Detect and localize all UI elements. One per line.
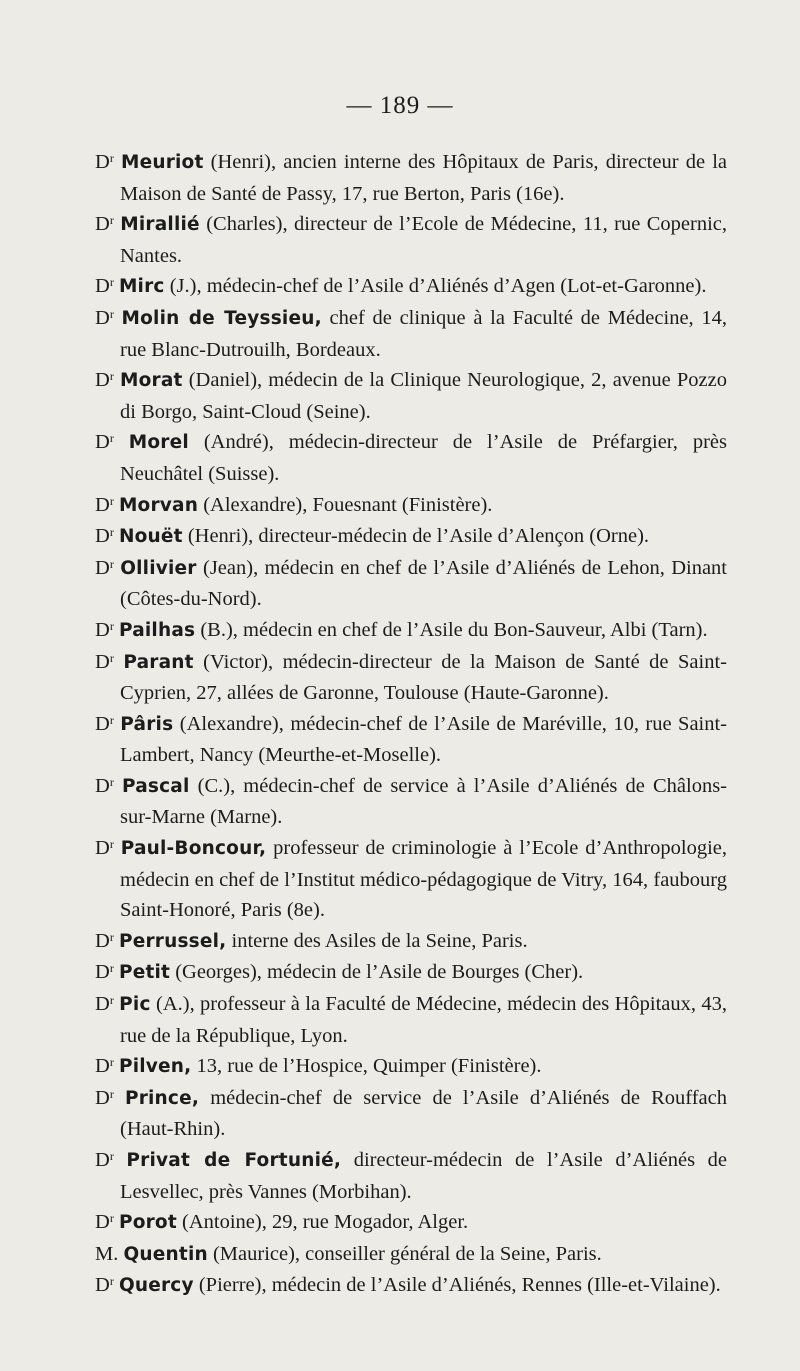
entry-name: Petit bbox=[118, 962, 171, 984]
entry-text: (Maurice), conseiller général de la Seine, Paris. bbox=[207, 1242, 602, 1265]
list-item bbox=[95, 1270, 727, 1302]
list-item bbox=[95, 427, 727, 489]
list-item bbox=[95, 957, 727, 989]
entry-title: $D^r$ bbox=[95, 961, 114, 984]
list-item bbox=[95, 615, 727, 647]
entry-title: M. bbox=[95, 1242, 119, 1265]
entry-text: directeur-médecin de l’Asile d’Aliénés de Lesvellec, près Vannes (Morbihan). bbox=[120, 1149, 728, 1203]
entry-name: Meuriot bbox=[120, 152, 204, 173]
list-item bbox=[95, 833, 727, 926]
entry-text: (Alexandre), médecin-chef de l’Asile de Maréville, 10, rue Saint-Lambert, Nancy (Meurthe-et-Moselle). bbox=[120, 712, 728, 767]
list-item bbox=[95, 1145, 727, 1207]
entry-name: Quercy bbox=[118, 1275, 194, 1297]
entry-text: (Alexandre), Fouesnant (Finistère). bbox=[198, 493, 493, 516]
entry-title: $D^r$ bbox=[95, 993, 114, 1016]
entry-text: 13, rue de l’Hospice, Quimper (Finistère). bbox=[191, 1055, 542, 1078]
list-item bbox=[95, 1083, 727, 1145]
entry-text: (Victor), médecin-directeur de la Maison de Santé de Saint-Cyprien, 27, allées de Garonne, Toulouse (Haute-Garonne). bbox=[120, 650, 727, 705]
entry-text: interne des Asiles de la Seine, Paris. bbox=[226, 929, 528, 952]
entry-title: $D^r$ bbox=[95, 306, 114, 329]
entry-text: (Antoine), 29, rue Mogador, Alger. bbox=[176, 1211, 469, 1234]
entry-title: $D^r$ bbox=[95, 151, 114, 173]
entry-name: Mirallié bbox=[120, 214, 200, 236]
entry-name: Mirc bbox=[118, 276, 165, 298]
entry-name: Paul-Boncour, bbox=[120, 838, 267, 860]
list-item bbox=[95, 521, 727, 553]
entry-title: $D^r$ bbox=[95, 1086, 114, 1109]
entry-text: (Georges), médecin de l’Asile de Bourges (Cher). bbox=[170, 961, 584, 984]
entry-title: $D^r$ bbox=[95, 493, 114, 516]
list-item bbox=[95, 1207, 727, 1239]
entry-name: Morat bbox=[119, 370, 183, 392]
entry-title: $D^r$ bbox=[95, 525, 114, 548]
directory-list bbox=[95, 147, 727, 1302]
entry-text: (Henri), directeur-médecin de l’Asile d’Alençon (Orne). bbox=[182, 525, 650, 548]
entry-name: Ollivier bbox=[120, 557, 197, 579]
list-item bbox=[95, 365, 727, 427]
entry-name: Morvan bbox=[118, 494, 199, 516]
entry-title: $D^r$ bbox=[95, 774, 114, 797]
entry-name: Nouët bbox=[118, 526, 183, 548]
entry-name: Morel bbox=[128, 432, 189, 454]
entry-name: Pic bbox=[119, 994, 151, 1016]
list-item bbox=[95, 271, 727, 303]
list-item bbox=[95, 989, 727, 1051]
list-item bbox=[95, 647, 727, 709]
entry-title: $D^r$ bbox=[95, 369, 114, 392]
page-number: — 189 — bbox=[346, 92, 454, 119]
entry-title: $D^r$ bbox=[95, 837, 114, 860]
list-item bbox=[95, 1051, 727, 1083]
entry-text: (André), médecin-directeur de l’Asile de Préfargier, près Neuchâtel (Suisse). bbox=[120, 431, 728, 485]
entry-title: $D^r$ bbox=[95, 1211, 114, 1234]
entry-text: (C.), médecin-chef de service à l’Asile d’Aliénés de Châlons-sur-Marne (Marne). bbox=[120, 774, 727, 829]
entry-text: médecin-chef de service de l’Asile d’Aliénés de Rouffach (Haut-Rhin). bbox=[120, 1086, 728, 1141]
entry-text: (J.), médecin-chef de l’Asile d’Aliénés d’Agen (Lot-et-Garonne). bbox=[164, 275, 707, 298]
entry-text: chef de clinique à la Faculté de Médecine, 14, rue Blanc-Dutrouilh, Bordeaux. bbox=[120, 306, 728, 361]
list-item bbox=[95, 1239, 727, 1271]
entry-name: Quentin bbox=[123, 1243, 208, 1265]
entry-title: $D^r$ bbox=[95, 1149, 114, 1171]
entry-title: $D^r$ bbox=[95, 431, 114, 454]
entry-text: (Daniel), médecin de la Clinique Neurologique, 2, avenue Pozzo di Borgo, Saint-Cloud (Seine). bbox=[120, 369, 728, 423]
entry-name: Parant bbox=[123, 651, 194, 673]
entry-text: (A.), professeur à la Faculté de Médecine, médecin des Hôpitaux, 43, rue de la République, Lyon. bbox=[120, 993, 727, 1047]
entry-name: Prince, bbox=[124, 1087, 200, 1109]
entry-name: Pailhas bbox=[118, 619, 196, 641]
entry-title: $D^r$ bbox=[95, 650, 114, 673]
list-item bbox=[95, 490, 727, 522]
entry-text: (Pierre), médecin de l’Asile d’Aliénés, Rennes (Ille-et-Vilaine). bbox=[193, 1274, 721, 1297]
list-item bbox=[95, 926, 727, 958]
entry-text: (Jean), médecin en chef de l’Asile d’Aliénés de Lehon, Dinant (Côtes-du-Nord). bbox=[120, 556, 728, 611]
entry-title: $D^r$ bbox=[95, 213, 114, 236]
entry-name: Pâris bbox=[120, 713, 174, 735]
entry-name: Privat de Fortunié, bbox=[126, 1150, 342, 1171]
entry-text: (Henri), ancien interne des Hôpitaux de Paris, directeur de la Maison de Santé de Passy, 17, rue Berton, Paris (16e). bbox=[120, 151, 727, 205]
list-item bbox=[95, 771, 727, 833]
entry-title: $D^r$ bbox=[95, 1274, 114, 1297]
entry-name: Pilven, bbox=[118, 1056, 192, 1078]
list-item bbox=[95, 147, 727, 209]
entry-title: $D^r$ bbox=[95, 712, 114, 735]
entry-name: Porot bbox=[118, 1212, 177, 1234]
entry-title: $D^r$ bbox=[95, 556, 114, 579]
entry-name: Molin de Teyssieu, bbox=[121, 307, 322, 329]
entry-name: Pascal bbox=[121, 775, 190, 797]
list-item bbox=[95, 303, 727, 365]
entry-title: $D^r$ bbox=[95, 618, 114, 641]
list-item bbox=[95, 553, 727, 615]
entry-text: (Charles), directeur de l’Ecole de Médecine, 11, rue Copernic, Nantes. bbox=[120, 213, 727, 267]
entry-title: $D^r$ bbox=[95, 1055, 114, 1078]
entry-text: (B.), médecin en chef de l’Asile du Bon-Sauveur, Albi (Tarn). bbox=[195, 618, 708, 641]
list-item bbox=[95, 709, 727, 771]
entry-text: professeur de criminologie à l’Ecole d’Anthropologie, médecin en chef de l’Institut médico-pédagogique de Vitry, 164, faubourg Saint-Honoré, Paris (8e). bbox=[120, 837, 728, 922]
entry-title: $D^r$ bbox=[95, 929, 114, 952]
entry-name: Perrussel, bbox=[118, 930, 227, 952]
list-item bbox=[95, 209, 727, 271]
entry-title: $D^r$ bbox=[95, 275, 114, 298]
